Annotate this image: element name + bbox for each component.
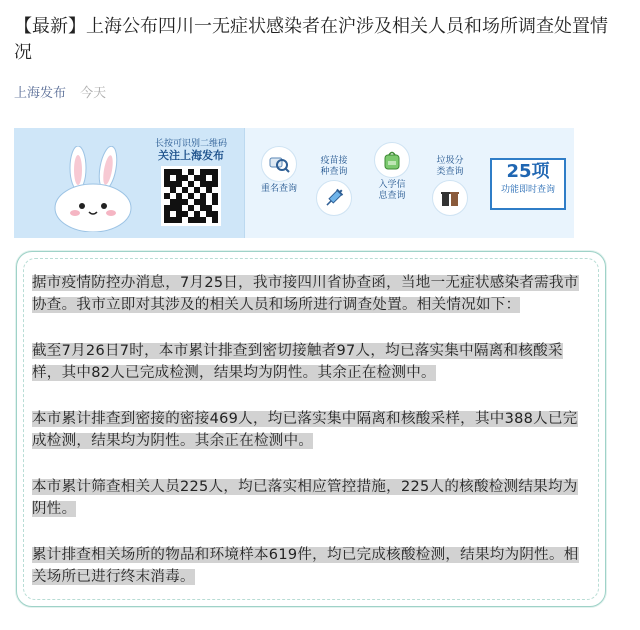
qr-hint: 长按可识别二维码 (154, 139, 227, 149)
trash-bin-icon (432, 180, 468, 216)
school-bag-icon (374, 142, 410, 178)
service-label: 入学信息查询 (378, 180, 406, 201)
features-badge[interactable] (490, 158, 566, 210)
paragraph-text: 本市累计筛查相关人员225人，均已落实相应管控措施，225人的核酸检测结果均为阴性。 (32, 479, 578, 517)
search-icon (261, 146, 297, 182)
service-label: 垃圾分类查询 (436, 156, 464, 177)
follow-text: 关注上海发布 (158, 149, 224, 162)
qr-code-icon (161, 166, 221, 226)
paragraph-text: 累计排查相关场所的物品和环境样本619件，均已完成核酸检测，结果均为阴性。相关场所已进行终末消毒。 (32, 547, 579, 585)
service-label: 重名查询 (260, 184, 297, 194)
qr-code-block[interactable] (146, 138, 236, 226)
paragraph (32, 476, 592, 520)
paragraph-text: 据市疫情防控办消息，7月25日，我市接四川省协查函，当地一无症状感染者需我市协查。我市立即对其涉及的相关人员和场所进行调查处置。相关情况如下： (32, 275, 579, 313)
account-link[interactable]: 上海发布 (14, 86, 67, 101)
paragraph (32, 340, 592, 384)
bunny-mascot-icon (48, 146, 138, 232)
article-body (32, 272, 592, 612)
paragraph-text: 本市累计排查到密接的密接469人，均已落实集中隔离和核酸采样，其中388人已完成检测，结果均为阴性。其余正在检测中。 (32, 411, 578, 449)
article-meta (14, 82, 106, 101)
paragraph (32, 272, 592, 316)
service-name-query[interactable] (254, 146, 304, 195)
service-enrollment-query[interactable] (368, 142, 416, 202)
syringe-icon (316, 180, 352, 216)
badge-number: 25项 (506, 161, 550, 182)
badge-caption: 功能即时查询 (500, 185, 555, 195)
service-vaccine-query[interactable] (310, 156, 358, 218)
publish-date: 今天 (80, 86, 107, 101)
paragraph-text: 截至7月26日7时，本市累计排查到密切接触者97人，均已落实集中隔离和核酸采样，其中82人已完成检测，结果均为阴性。其余正在检测中。 (32, 343, 563, 381)
paragraph (32, 408, 592, 452)
article-title: 【最新】上海公布四川一无症状感染者在沪涉及相关人员和场所调查处置情况 (14, 16, 608, 63)
service-label: 疫苗接种查询 (320, 156, 348, 177)
service-garbage-query[interactable] (426, 156, 474, 218)
paragraph (32, 544, 592, 588)
promo-banner[interactable] (14, 128, 574, 238)
